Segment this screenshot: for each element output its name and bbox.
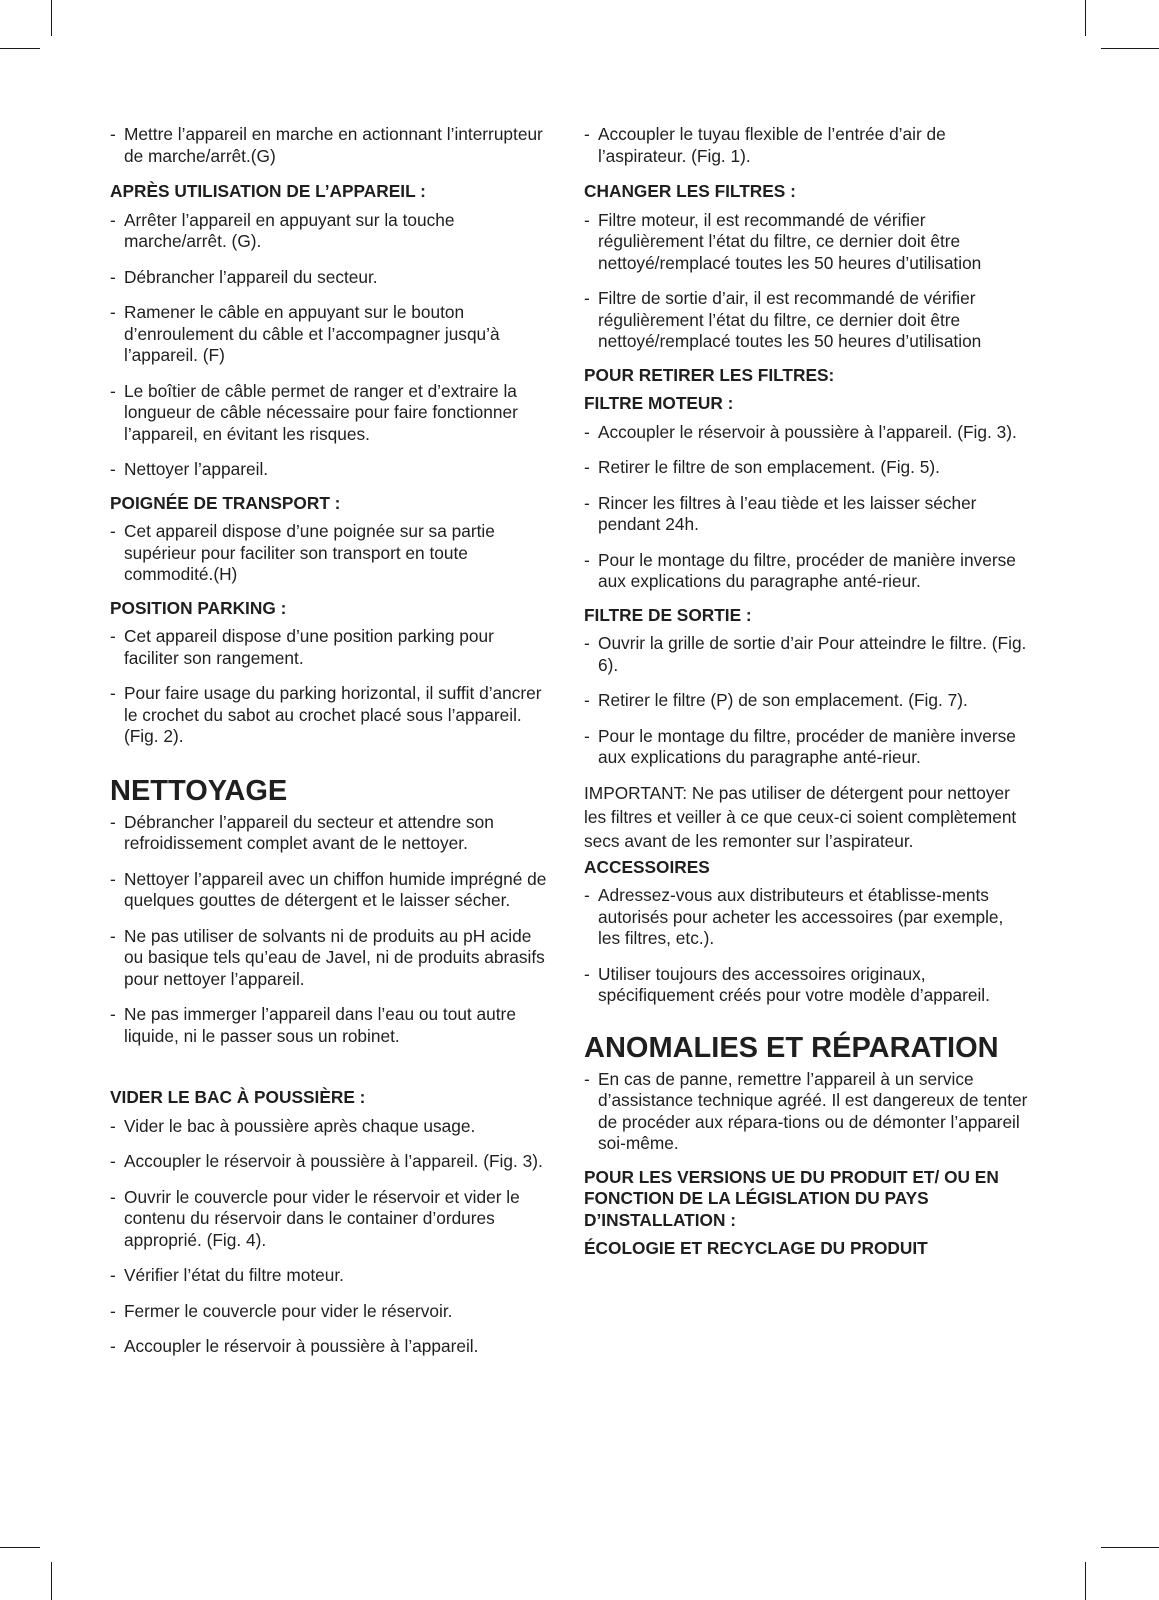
list-item: - Débrancher l’appareil du secteur et attendre son refroidissement complet avant de le nettoyer. — [110, 811, 494, 853]
list-item: - Cet appareil dispose d’une position parking pour faciliter son rangement. — [110, 626, 494, 668]
list-item: - Vérifier l’état du filtre moteur. — [110, 1265, 344, 1285]
section-heading-parking: POSITION PARKING : — [110, 597, 287, 618]
list-item: - Mettre l’appareil en marche en actionnant l’interrupteur de marche/arrêt.(G) — [110, 124, 543, 166]
list-item: - Fermer le couvercle pour vider le réservoir. — [110, 1300, 453, 1321]
crop-mark — [51, 0, 52, 36]
list-item: - Vider le bac à poussière après chaque usage. — [110, 1115, 476, 1136]
section-heading-empty-bin: VIDER LE BAC À POUSSIÈRE : — [110, 1087, 366, 1107]
section-heading-ecology: ÉCOLOGIE ET RECYCLAGE DU PRODUIT — [584, 1238, 928, 1258]
list-item: - Utiliser toujours des accessoires originaux, spécifiquement créés pour votre modèle d’appareil. — [584, 963, 990, 1005]
list-item: - Ouvrir la grille de sortie d’air Pour atteindre le filtre. (Fig. 6). — [584, 633, 1027, 675]
list-item: - Adressez-vous aux distributeurs et établisse-ments autorisés pour acheter les accessoires (par exemple, les filtres, etc.). — [584, 885, 1004, 948]
list-item: - Ne pas utiliser de solvants ni de produits au pH acide ou basique tels qu’eau de Javel, ni de produits abrasifs pour nettoyer l’appareil. — [110, 925, 545, 989]
section-title-anomalies: ANOMALIES ET RÉPARATION — [584, 1031, 999, 1064]
list-item: - Ne pas immerger l’appareil dans l’eau ou tout autre liquide, ni le passer sous un robinet. — [110, 1004, 516, 1046]
list-item: - Cet appareil dispose d’une poignée sur sa partie supérieur pour faciliter son transport en toute commodité.(H) — [110, 521, 495, 584]
list-item: - Nettoyer l’appareil. — [110, 459, 269, 479]
important-note: IMPORTANT: Ne pas utiliser de détergent pour nettoyer les filtres et veiller à ce que ceux-ci soient complètement secs avant de les remonter sur l’aspirateur. — [584, 782, 1017, 851]
list-item: - Pour le montage du filtre, procéder de manière inverse aux explications du paragraphe anté-rieur. — [584, 549, 1016, 591]
list-item: - Retirer le filtre (P) de son emplacement. (Fig. 7). — [584, 690, 968, 710]
crop-mark — [1085, 1562, 1086, 1600]
list-item: - Accoupler le réservoir à poussière à l’appareil. (Fig. 3). — [110, 1151, 543, 1171]
crop-mark — [0, 48, 40, 49]
list-item: - Accoupler le réservoir à poussière à l’appareil. (Fig. 3). — [584, 421, 1017, 442]
list-item: - Accoupler le réservoir à poussière à l’appareil. — [110, 1336, 479, 1356]
list-item: - Rincer les filtres à l’eau tiède et les laisser sécher pendant 24h. — [584, 492, 977, 534]
crop-mark — [1101, 1547, 1159, 1548]
crop-mark — [0, 1547, 40, 1548]
section-heading-remove-filters: POUR RETIRER LES FILTRES: — [584, 364, 835, 385]
list-item: - Ramener le câble en appuyant sur le bouton d’enroulement du câble et l’accompagner jusqu’à l’appareil. (F) — [110, 302, 500, 365]
left-column — [110, 124, 550, 1372]
section-heading-accessories: ACCESSOIRES — [584, 856, 710, 877]
section-heading-eu-versions: POUR LES VERSIONS UE DU PRODUIT ET/ OU EN FONCTION DE LA LÉGISLATION DU PAYS D’INSTALLATION : — [584, 1166, 999, 1230]
list-item: - Accoupler le tuyau flexible de l’entrée d’air de l’aspirateur. (Fig. 1). — [584, 124, 946, 166]
crop-mark — [1101, 48, 1159, 49]
right-column — [584, 124, 1029, 1267]
crop-mark — [1085, 0, 1086, 36]
section-title-cleaning: NETTOYAGE — [110, 774, 288, 807]
section-heading-handle: POIGNÉE DE TRANSPORT : — [110, 492, 341, 513]
list-item: - Retirer le filtre de son emplacement. (Fig. 5). — [584, 457, 940, 477]
list-item: - Le boîtier de câble permet de ranger et d’extraire la longueur de câble nécessaire pour faire fonctionner l’appareil, en évitant les risques. — [110, 380, 518, 444]
list-item: - Pour faire usage du parking horizontal, il suffit d’ancrer le crochet du sabot au crochet placé sous l’appareil. (Fig. 2). — [110, 683, 542, 746]
list-item: - En cas de panne, remettre l’appareil à un service d’assistance technique agréé. Il est dangereux de tenter de procéder aux répara-tions ou de démonter l’appareil soi-même. — [584, 1068, 1028, 1153]
list-item: - Arrêter l’appareil en appuyant sur la touche marche/arrêt. (G). — [110, 209, 455, 251]
section-heading-after-use: APRÈS UTILISATION DE L’APPAREIL : — [110, 181, 426, 201]
crop-mark — [51, 1562, 52, 1600]
list-item: - Nettoyer l’appareil avec un chiffon humide imprégné de quelques gouttes de détergent et le laisser sécher. — [110, 868, 547, 910]
section-heading-motor-filter: FILTRE MOTEUR : — [584, 393, 734, 413]
list-item: - Filtre de sortie d’air, il est recommandé de vérifier régulièrement l’état du filtre, ce dernier doit être nettoyé/remplacé toutes les 50 heures d’utilisation — [584, 288, 982, 351]
section-heading-outlet-filter: FILTRE DE SORTIE : — [584, 604, 752, 625]
section-heading-change-filters: CHANGER LES FILTRES : — [584, 181, 796, 201]
list-item: - Débrancher l’appareil du secteur. — [110, 266, 378, 287]
list-item: - Pour le montage du filtre, procéder de manière inverse aux explications du paragraphe anté-rieur. — [584, 725, 1016, 767]
list-item: - Filtre moteur, il est recommandé de vérifier régulièrement l’état du filtre, ce dernier doit être nettoyé/remplacé toutes les 50 heures d’utilisation — [584, 209, 982, 273]
list-item: - Ouvrir le couvercle pour vider le réservoir et vider le contenu du réservoir dans le container d’ordures approprié. (Fig. 4). — [110, 1186, 520, 1250]
